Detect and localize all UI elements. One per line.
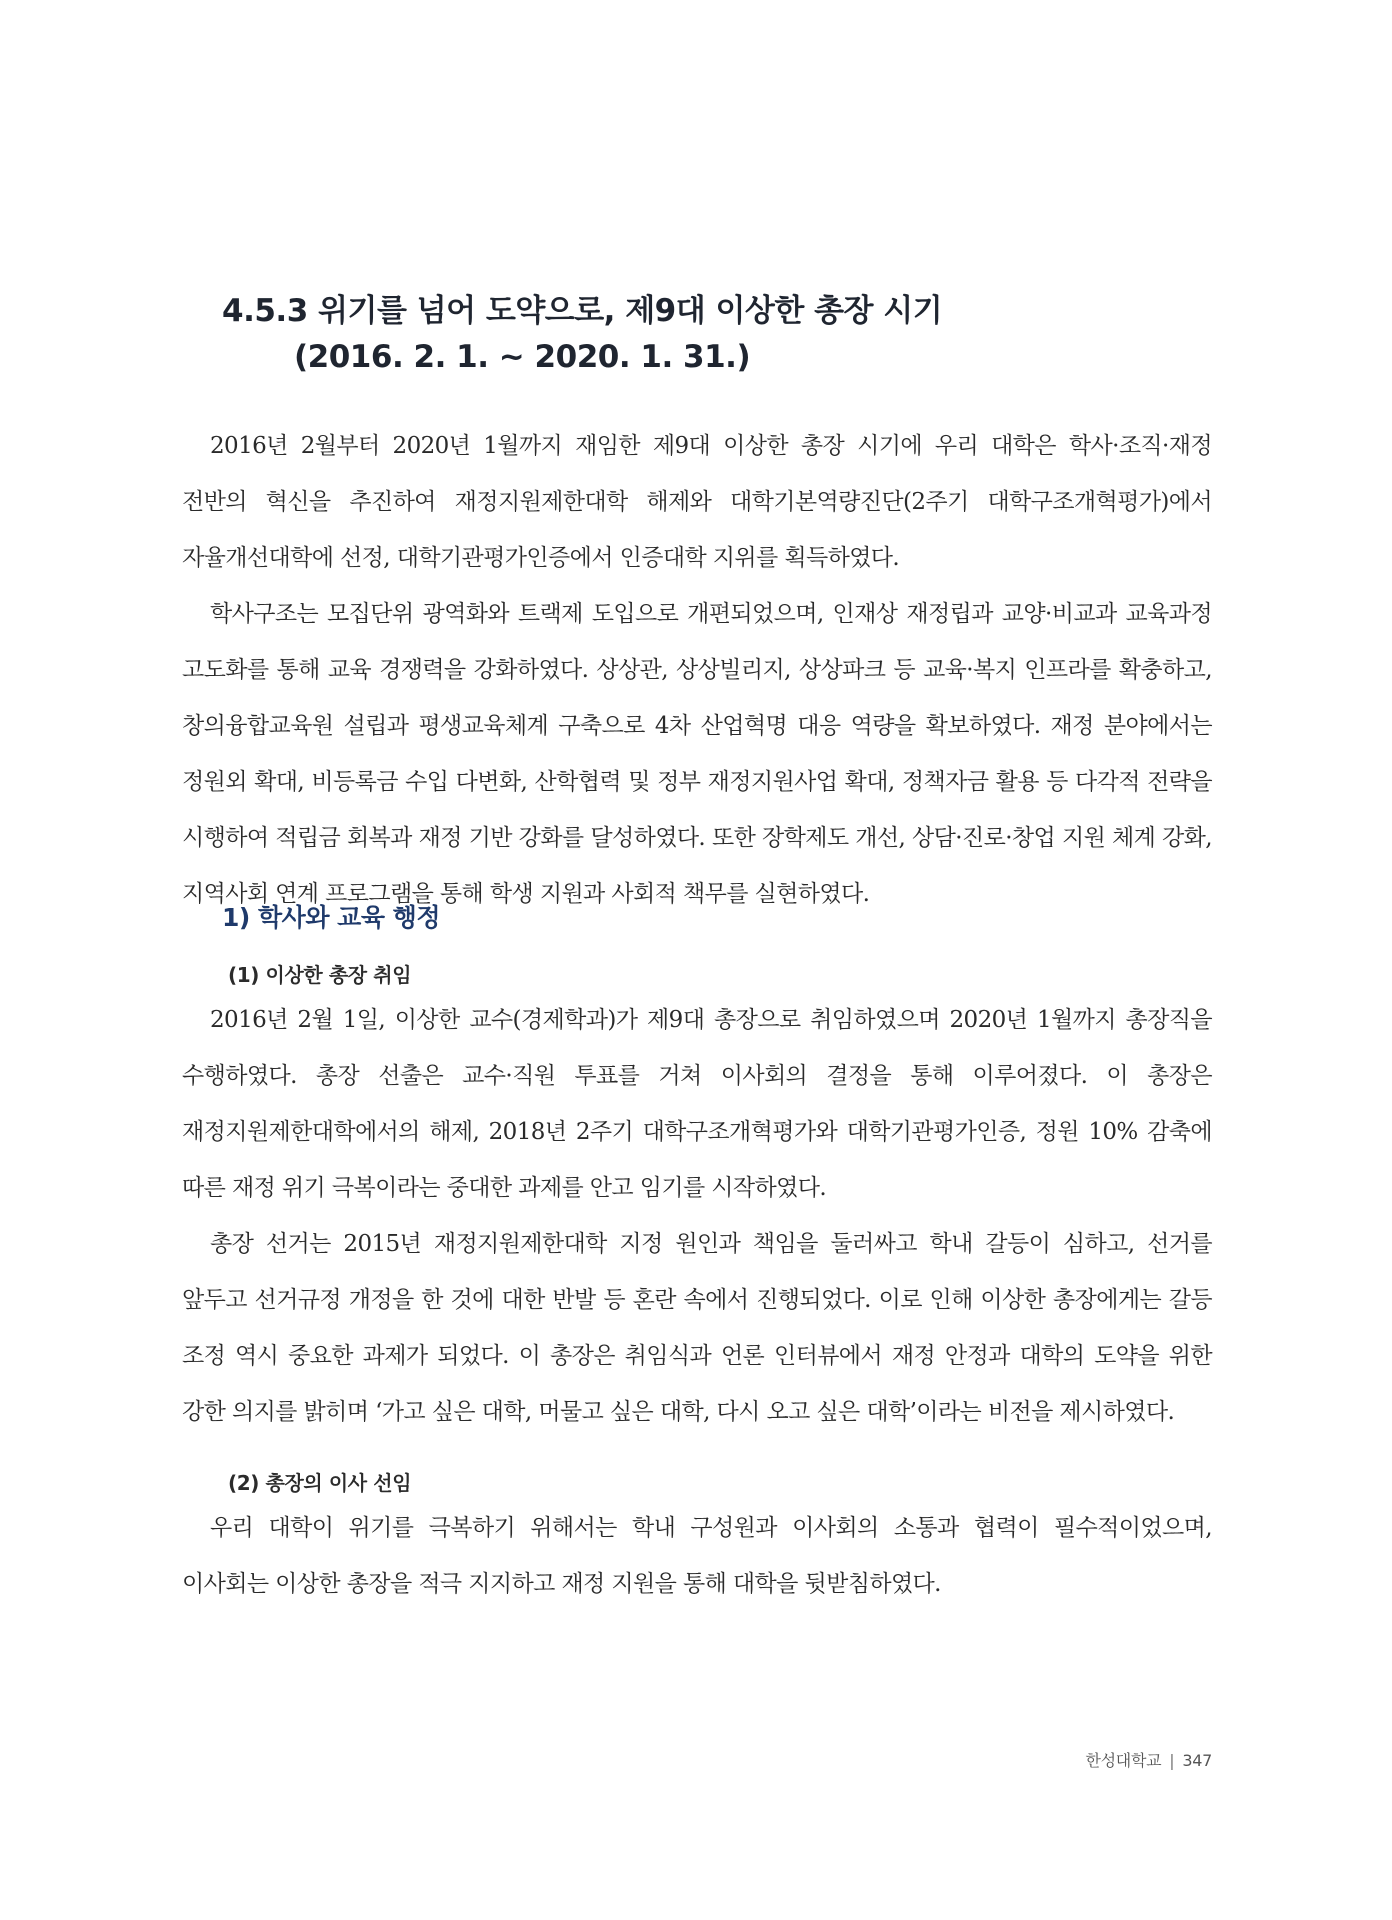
item2-body bbox=[182, 1500, 1212, 1612]
page-footer bbox=[1085, 1748, 1212, 1771]
page-number: 347 bbox=[1182, 1751, 1212, 1770]
footer-separator: | bbox=[1169, 1751, 1175, 1770]
subsection-heading: 1) 학사와 교육 행정 bbox=[222, 903, 440, 932]
item2-paragraph-1: 우리 대학이 위기를 극복하기 위해서는 학내 구성원과 이사회의 소통과 협력이 필수적이었으며, 이사회는 이상한 총장을 적극 지지하고 재정 지원을 통해 대학을 뒷받침하였다. bbox=[182, 1515, 1212, 1597]
footer-university: 한성대학교 bbox=[1085, 1751, 1162, 1770]
intro-paragraph-2: 학사구조는 모집단위 광역화와 트랙제 도입으로 개편되었으며, 인재상 재정립과 교양·비교과 교육과정 고도화를 통해 교육 경쟁력을 강화하였다. 상상관, 상상빌리지, 상상파크 등 교육·복지 인프라를 확충하고, 창의융합교육원 설립과 평생교육체계 구축으로 4차 산업혁명 대응 역량을 확보하였다. 재정 분야에서는 정원외 확대, 비등록금 수입 다변화, 산학협력 및 정부 재정지원사업 확대, 정책자금 활용 등 다각적 전략을 시행하여 적립금 회복과 재정 기반 강화를 달성하였다. 또한 장학제도 개선, 상담·진로·창업 지원 체계 강화, 지역사회 연계 프로그램을 통해 학생 지원과 사회적 책무를 실현하였다. bbox=[182, 601, 1212, 907]
intro-paragraph-1: 2016년 2월부터 2020년 1월까지 재임한 제9대 이상한 총장 시기에 우리 대학은 학사·조직·재정 전반의 혁신을 추진하여 재정지원제한대학 해제와 대학기본역량진단(2주기 대학구조개혁평가)에서 자율개선대학에 선정, 대학기관평가인증에서 인증대학 지위를 획득하였다. bbox=[182, 433, 1212, 571]
item-heading-2: (2) 총장의 이사 선임 bbox=[228, 1471, 412, 1495]
section-title-line1: 4.5.3 위기를 넘어 도약으로, 제9대 이상한 총장 시기 bbox=[222, 293, 943, 329]
section-title-period: (2016. 2. 1. ~ 2020. 1. 31.) bbox=[294, 339, 751, 375]
item1-body bbox=[182, 992, 1212, 1440]
item1-paragraph-1: 2016년 2월 1일, 이상한 교수(경제학과)가 제9대 총장으로 취임하였으며 2020년 1월까지 총장직을 수행하였다. 총장 선출은 교수·직원 투표를 거쳐 이사회의 결정을 통해 이루어졌다. 이 총장은 재정지원제한대학에서의 해제, 2018년 2주기 대학구조개혁평가와 대학기관평가인증, 정원 10% 감축에 따른 재정 위기 극복이라는 중대한 과제를 안고 임기를 시작하였다. bbox=[182, 1007, 1212, 1201]
section-title bbox=[222, 288, 1222, 380]
intro-body bbox=[182, 418, 1212, 922]
item-heading-1: (1) 이상한 총장 취임 bbox=[228, 963, 412, 987]
item1-paragraph-2: 총장 선거는 2015년 재정지원제한대학 지정 원인과 책임을 둘러싸고 학내 갈등이 심하고, 선거를 앞두고 선거규정 개정을 한 것에 대한 반발 등 혼란 속에서 진행되었다. 이로 인해 이상한 총장에게는 갈등 조정 역시 중요한 과제가 되었다. 이 총장은 취임식과 언론 인터뷰에서 재정 안정과 대학의 도약을 위한 강한 의지를 밝히며 ‘가고 싶은 대학, 머물고 싶은 대학, 다시 오고 싶은 대학’이라는 비전을 제시하였다. bbox=[182, 1231, 1212, 1425]
